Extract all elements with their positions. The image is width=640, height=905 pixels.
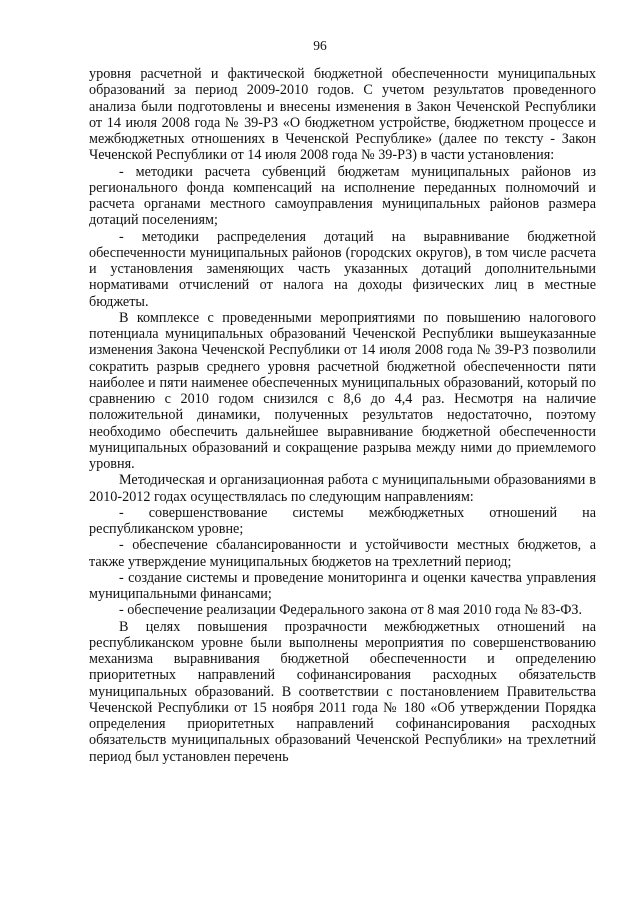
list-item-federal-law: - обеспечение реализации Федерального закона от 8 мая 2010 года № 83-ФЗ. — [119, 602, 583, 619]
document-body — [89, 66, 596, 765]
page-number: 96 — [313, 38, 327, 53]
list-item-budget-balance: - обеспечение сбалансированности и устойчивости местных бюджетов, а также утверждение муниципальных бюджетов на трехлетний период; — [89, 537, 596, 570]
list-item-dotation-methodology: - методики распределения дотаций на выравнивание бюджетной обеспеченности муниципальных районов (городских округов), в том числе расчета и установления заменяющих часть указанных дотаций дополнительными нормативами отчислений от налога на доходы физических лиц в местные бюджеты. — [89, 228, 596, 310]
paragraph-tax-potential: В комплексе с проведенными мероприятиями по повышению налогового потенциала муниципальных образований Чеченской Республики вышеуказанные изменения Закона Чеченской Республики от 14 июля 2008 года № 39-РЗ позволили сократить разрыв среднего уровня расчетной бюджетной обеспеченности пяти наиболее и пяти наименее обеспеченных муниципальных образований, который по сравнению с 2010 годом снизился с 8,6 до 4,4 раз. Несмотря на наличие положительной динамики, полученных результатов недостаточно, поэтому необходимо обеспечить дальнейшее выравнивание бюджетной обеспеченности муниципальных образований и сокращение разрыва между ними до приемлемого уровня. — [89, 309, 596, 472]
list-item-interbudget-relations: - совершенствование системы межбюджетных отношений на республиканском уровне; — [89, 504, 596, 537]
paragraph-continuation: уровня расчетной и фактической бюджетной обеспеченности муниципальных образований за период 2009-2010 годов. С учетом результатов проведенного анализа были подготовлены и внесены изменения в Закон Чеченской Республики от 14 июля 2008 года № 39-РЗ «О бюджетном устройстве, бюджетном процессе и межбюджетных отношениях в Чеченской Республике» (далее по тексту - Закон Чеченской Республики от 14 июля 2008 года № 39-РЗ) в части установления: — [89, 66, 596, 164]
list-item-monitoring: - создание системы и проведение мониторинга и оценки качества управления муниципальными финансами; — [89, 569, 596, 602]
paragraph-methodical-work: Методическая и организационная работа с муниципальными образованиями в 2010-2012 годах осуществлялась по следующим направлениям: — [89, 472, 596, 505]
paragraph-transparency: В целях повышения прозрачности межбюджетных отношений на республиканском уровне были выполнены мероприятия по совершенствованию механизма выравнивания бюджетной обеспеченности и определению приоритетных направлений софинансирования расходных обязательств муниципальных образований. В соответствии с постановлением Правительства Чеченской Республики от 15 ноября 2011 года № 180 «Об утверждении Порядка определения приоритетных направлений софинансирования расходных обязательств муниципальных образований Чеченской Республики» на трехлетний период был установлен перечень — [89, 618, 596, 765]
list-item-subvention-methodology: - методики расчета субвенций бюджетам муниципальных районов из регионального фонда компенсаций на исполнение переданных полномочий и расчета органами местного самоуправления муниципальных районов размера дотаций поселениям; — [89, 163, 596, 229]
